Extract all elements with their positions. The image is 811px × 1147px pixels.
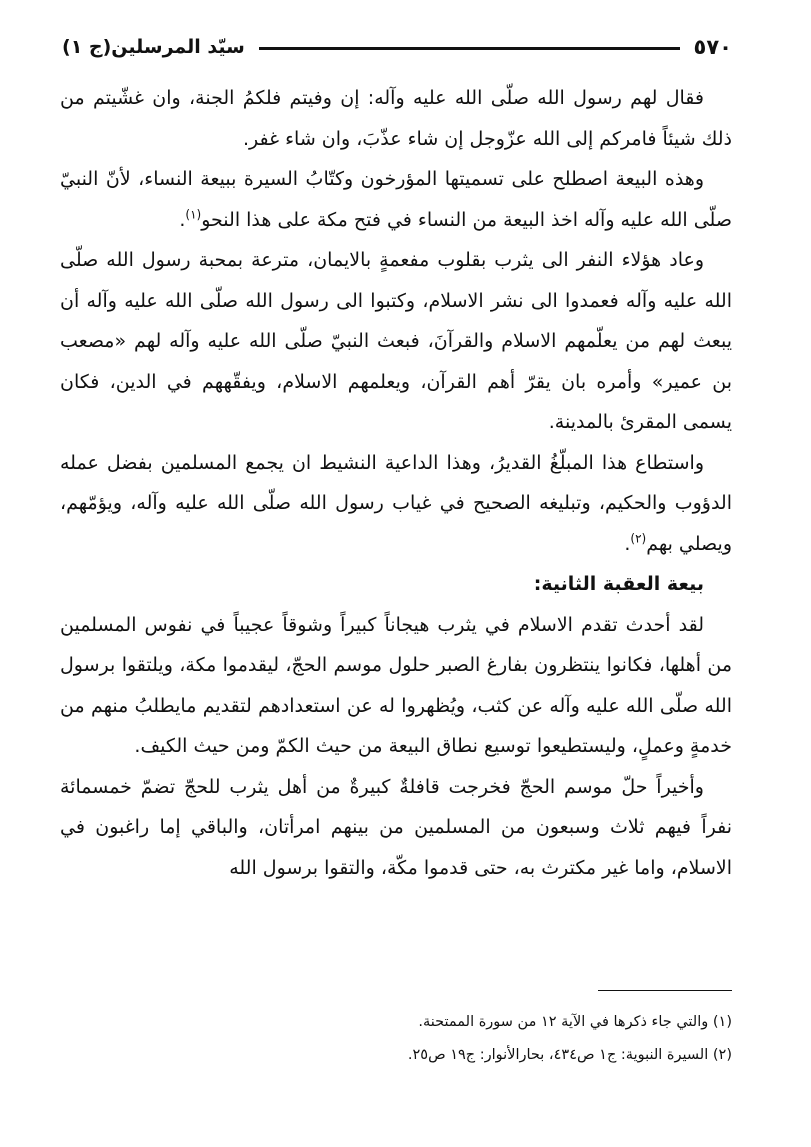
paragraph-text: وعاد هؤلاء النفر الى يثرب بقلوب مفعمةٍ بالايمان، مترعة بمحبة رسول الله صلّى الله عليه وآله فعمدوا الى نشر الاسلام، وكتبوا الى رسول الله صلّى الله عليه وآله أن يبعث لهم من يعلّمهم الاسلام والقرآنَ، فبعث النبيّ صلّى الله عليه وآله لهم «مصعب بن عمير» وأمره بان يقرّ أهم القرآن، ويعلمهم الاسلام، ويفقّههم في الدين، فكان يسمى المقرئ بالمدينة. (60, 249, 732, 433)
paragraph (60, 767, 732, 889)
footnote-reference: (١) (185, 207, 202, 222)
paragraph-text: واستطاع هذا المبلّغُ القديرُ، وهذا الداعية النشيط ان يجمع المسلمين بفضل عمله الدؤوب والحكيم، وتبليغه الصحيح في غياب رسول الله صلّى الله عليه وآله، ويؤمّهم، ويصلي بهم (60, 451, 732, 555)
paragraph-text: وهذه البيعة اصطلح على تسميتها المؤرخون وكتّابُ السيرة ببيعة النساء، لأنّ النبيّ صلّى الله عليه وآله اخذ البيعة من النساء في فتح مكة على هذا النحو (60, 168, 732, 231)
footnote-reference: (٢) (630, 531, 647, 546)
paragraph-text: وأخيراً حلّ موسم الحجّ فخرجت قافلةٌ كبيرةٌ من أهل يثرب للحجّ تضمّ خمسمائة نفراً فيهم ثلاث وسبعون من المسلمين من بينهم امرأتان، والباقي إما راغبون في الاسلام، واما غير مكترث به، حتى قدموا مكّة، والتقوا برسول الله (60, 775, 732, 879)
paragraph (60, 443, 732, 565)
footnote: (١) والتي جاء ذكرها في الآية ١٢ من سورة الممتحنة. (418, 1014, 732, 1030)
header-rule (259, 47, 680, 50)
sentence-end: . (624, 532, 631, 555)
page-number: ٥٧٠ (693, 35, 732, 59)
main-text (60, 78, 732, 888)
paragraph (60, 159, 732, 240)
footnotes (60, 1006, 732, 1072)
paragraph-text: فقال لهم رسول الله صلّى الله عليه وآله: إن وفيتم فلكمُ الجنة، وان غشّيتم من ذلك شيئاً فامركم إلى الله عزّوجل إن شاء عذّبَ، وان شاء غفر. (60, 87, 732, 150)
page-header (62, 30, 732, 64)
paragraph-text: لقد أحدث تقدم الاسلام في يثرب هيجاناً كبيراً وشوقاً عجيباً في نفوس المسلمين من أهلها، فكانوا ينتظرون بفارغ الصبر حلول موسم الحجّ، ليقدموا مكة، ويلتقوا برسول الله صلّى الله عليه وآله عن كثب، ويُظهروا له عن استعدادهم لتقديم مايطلبُ منهم من خدمةٍ وعملٍ، وليستطيعوا توسيع نطاق البيعة من حيث الكمّ ومن حيث الكيف. (60, 613, 732, 757)
paragraph (60, 240, 732, 443)
section-heading: بيعة العقبة الثانية: (533, 573, 704, 595)
footnote-separator (598, 990, 732, 991)
sentence-end: . (179, 208, 186, 231)
footnote: (٢) السيرة النبوية: ج١ ص٤٣٤، بحارالأنوار: ج١٩ ص٢٥. (407, 1047, 732, 1063)
book-title: سيّد المرسلين(ج ١) (62, 36, 245, 58)
paragraph (60, 605, 732, 767)
paragraph (60, 78, 732, 159)
